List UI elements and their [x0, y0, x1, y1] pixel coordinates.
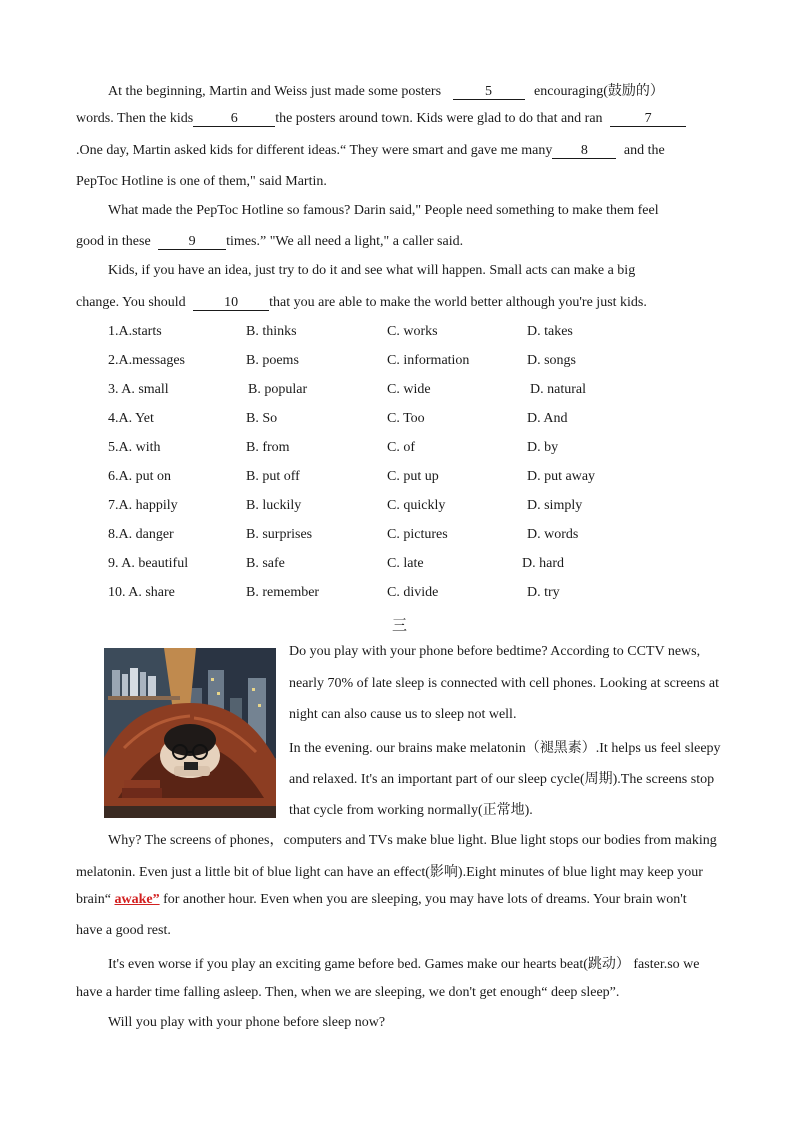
option-b[interactable]: B. luckily: [246, 498, 302, 513]
passage-line: have a harder time falling asleep. Then, when we are sleeping, we don't get enough“ deep sleep”.: [76, 985, 620, 1000]
blank-5[interactable]: [453, 85, 525, 100]
option-b[interactable]: B. popular: [248, 382, 308, 397]
passage-line: and relaxed. It's an important part of our sleep cycle(周期).The screens stop: [289, 772, 715, 787]
option-b[interactable]: B. put off: [246, 469, 300, 484]
passage-line: that cycle from working normally(正常地).: [289, 803, 533, 818]
illustration-child-phone-bed: [104, 648, 276, 818]
blank-number: 6: [230, 111, 238, 126]
option-d[interactable]: D. hard: [522, 556, 564, 571]
option-d[interactable]: D. by: [527, 440, 559, 455]
option-c[interactable]: C. divide: [387, 585, 439, 600]
option-a[interactable]: 1.A.starts: [108, 324, 162, 339]
blank-number: 7: [644, 111, 652, 126]
blank-10[interactable]: [193, 296, 269, 311]
option-b[interactable]: B. thinks: [246, 324, 297, 339]
option-a[interactable]: 7.A. happily: [108, 498, 178, 513]
text-fragment: encouraging(鼓励的）: [534, 84, 664, 99]
passage-line: [76, 143, 665, 159]
option-d[interactable]: D. takes: [527, 324, 573, 339]
option-d[interactable]: D. And: [527, 411, 568, 426]
text-fragment: .One day, Martin asked kids for different ideas.“ They were smart and gave me many: [76, 143, 553, 158]
option-c[interactable]: C. information: [387, 353, 470, 368]
blank-8[interactable]: [552, 144, 616, 159]
option-a[interactable]: 6.A. put on: [108, 469, 171, 484]
option-c[interactable]: C. works: [387, 324, 438, 339]
option-a[interactable]: 10. A. share: [108, 585, 175, 600]
section-heading: 三: [392, 618, 408, 634]
option-c[interactable]: C. wide: [387, 382, 431, 397]
text-fragment: good in these: [76, 234, 151, 249]
option-b[interactable]: B. remember: [246, 585, 320, 600]
option-b[interactable]: B. poems: [246, 353, 299, 368]
option-a[interactable]: 5.A. with: [108, 440, 161, 455]
text-fragment: that you are able to make the world better although you're just kids.: [269, 295, 647, 310]
blank-9[interactable]: [158, 235, 226, 250]
option-a[interactable]: 3. A. small: [108, 382, 169, 397]
highlighted-word-awake: awake”: [114, 892, 160, 907]
blank-number: 9: [188, 234, 196, 249]
passage-line: Will you play with your phone before sleep now?: [108, 1015, 386, 1030]
option-c[interactable]: C. quickly: [387, 498, 446, 513]
text-fragment: times.” "We all need a light," a caller said.: [226, 234, 464, 249]
option-a[interactable]: 9. A. beautiful: [108, 556, 189, 571]
passage-line: nearly 70% of late sleep is connected with cell phones. Looking at screens at: [289, 676, 719, 691]
text-fragment: change. You should: [76, 295, 186, 310]
blank-number: 10: [224, 295, 239, 310]
passage-line: night can also cause us to sleep not well.: [289, 707, 517, 722]
option-c[interactable]: C. late: [387, 556, 424, 571]
text-fragment: At the beginning, Martin and Weiss just made some posters: [108, 84, 442, 99]
option-d[interactable]: D. try: [527, 585, 560, 600]
option-a[interactable]: 8.A. danger: [108, 527, 174, 542]
option-d[interactable]: D. words: [527, 527, 579, 542]
passage-line: Why? The screens of phones，computers and TVs make blue light. Blue light stops our bodies from making: [108, 833, 717, 848]
passage-line: Kids, if you have an idea, just try to do it and see what will happen. Small acts can make a big: [108, 263, 636, 278]
text-fragment: and the: [623, 143, 665, 158]
passage-line: [76, 295, 647, 311]
passage-line: have a good rest.: [76, 923, 171, 938]
option-d[interactable]: D. simply: [527, 498, 583, 513]
passage-line: melatonin. Even just a little bit of blue light can have an effect(影响).Eight minutes of blue light may keep your: [76, 865, 703, 880]
option-b[interactable]: B. So: [246, 411, 278, 426]
passage-line: [108, 80, 664, 100]
option-c[interactable]: C. of: [387, 440, 415, 455]
option-d[interactable]: D. natural: [530, 382, 586, 397]
blank-number: 8: [580, 143, 588, 158]
blank-6[interactable]: [193, 112, 275, 127]
text-fragment: for another hour. Even when you are sleeping, you may have lots of dreams. Your brain won't: [159, 892, 687, 907]
passage-line: [76, 234, 463, 250]
passage-line: In the evening. our brains make melatonin（褪黑素）.It helps us feel sleepy: [289, 741, 721, 756]
blank-number: 5: [485, 84, 493, 99]
blank-7[interactable]: [610, 112, 686, 127]
text-fragment: the posters around town. Kids were glad to do that and ran: [275, 111, 603, 126]
passage-line: Do you play with your phone before bedtime? According to CCTV news,: [289, 644, 701, 659]
option-c[interactable]: C. put up: [387, 469, 439, 484]
text-fragment: words. Then the kids: [76, 111, 194, 126]
option-b[interactable]: B. from: [246, 440, 290, 455]
option-b[interactable]: B. safe: [246, 556, 285, 571]
passage-line: [76, 892, 687, 908]
option-b[interactable]: B. surprises: [246, 527, 313, 542]
passage-line: PepToc Hotline is one of them," said Martin.: [76, 174, 327, 189]
text-fragment: brain“: [76, 892, 115, 907]
option-c[interactable]: C. Too: [387, 411, 425, 426]
option-c[interactable]: C. pictures: [387, 527, 448, 542]
passage-line: What made the PepToc Hotline so famous? Darin said," People need something to make them feel: [108, 203, 659, 218]
passage-line: [76, 111, 686, 127]
option-a[interactable]: 4.A. Yet: [108, 411, 154, 426]
passage-line: It's even worse if you play an exciting game before bed. Games make our hearts beat(跳动） faster.so we: [108, 957, 700, 972]
option-a[interactable]: 2.A.messages: [108, 353, 185, 368]
option-d[interactable]: D. songs: [527, 353, 577, 368]
option-d[interactable]: D. put away: [527, 469, 596, 484]
